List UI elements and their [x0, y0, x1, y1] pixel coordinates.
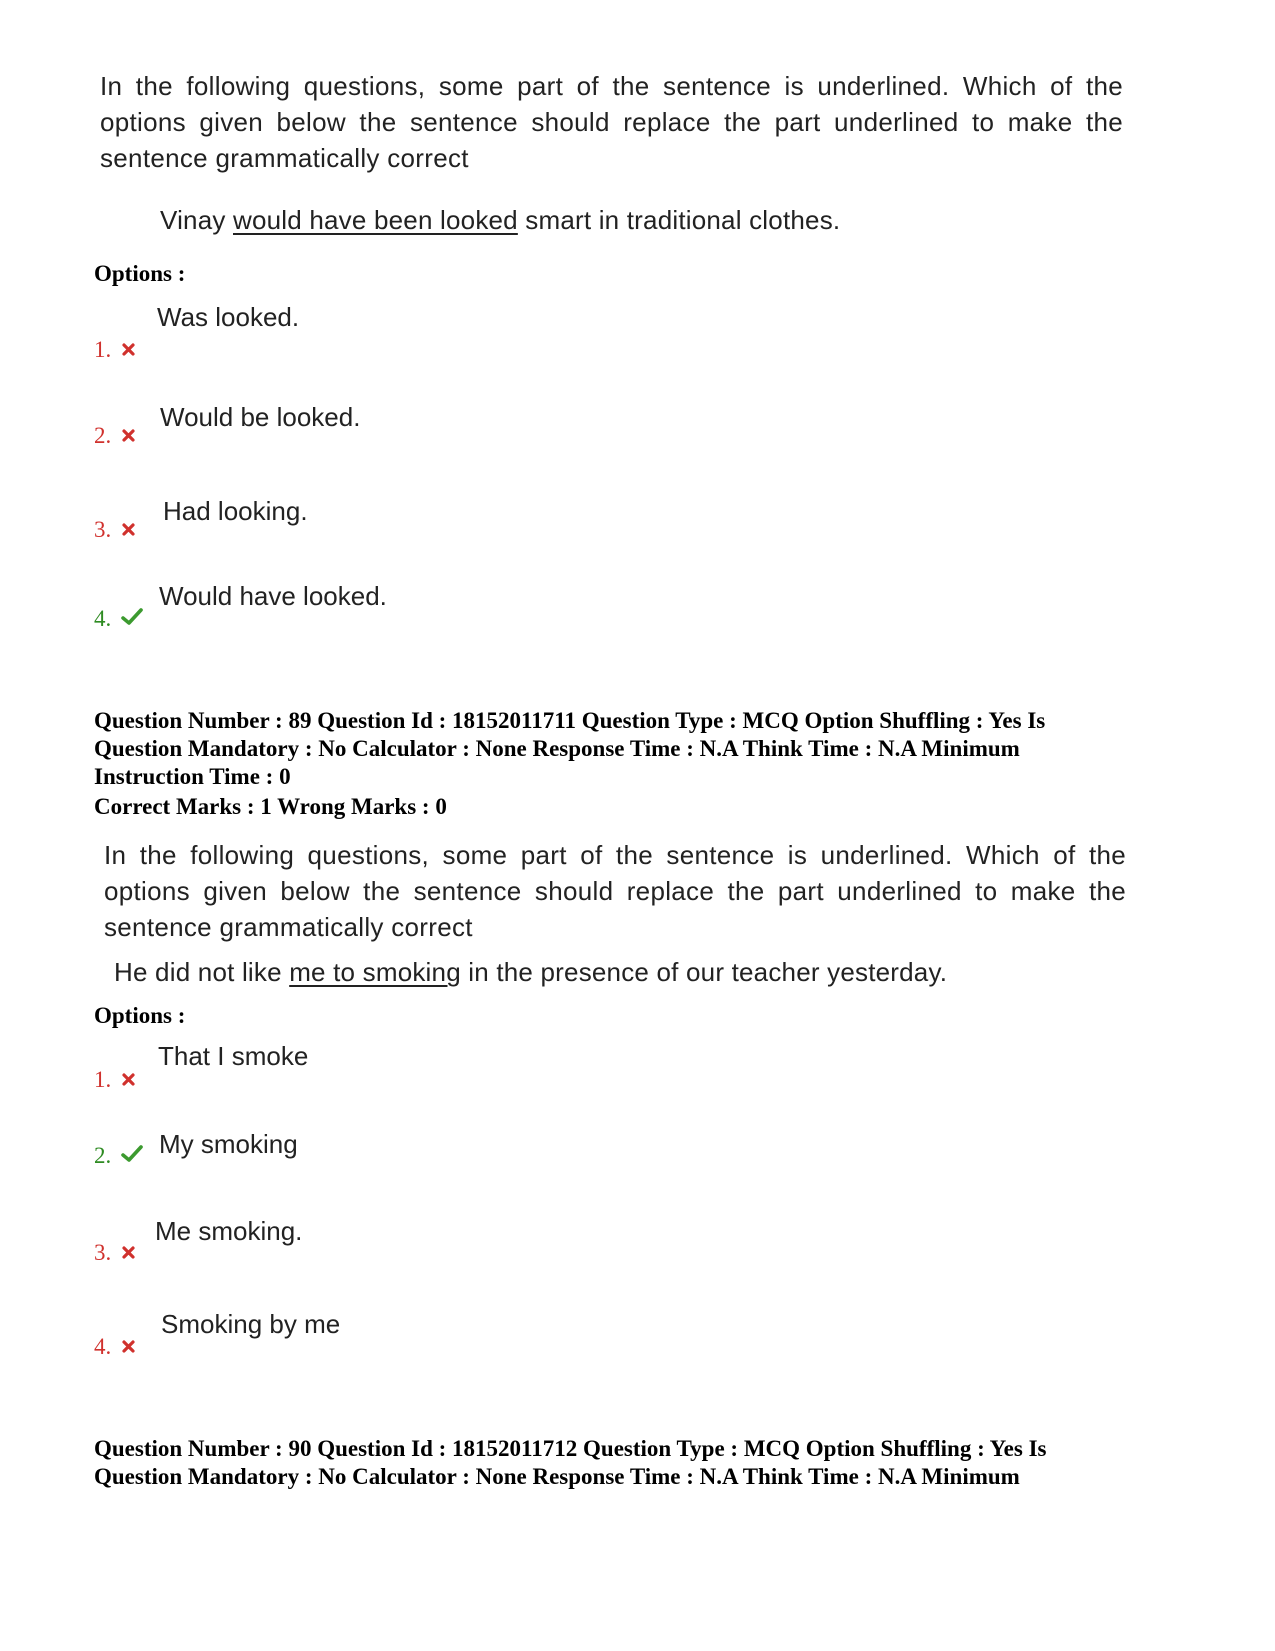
option-text: My smoking	[159, 1129, 298, 1159]
option-number: 1.	[94, 337, 136, 363]
option-number: 1.	[94, 1067, 136, 1093]
option-text: Would have looked.	[159, 581, 387, 611]
question-meta: Question Number : 90 Question Id : 18152011712 Question Type : MCQ Option Shuffling : Yes Is Question Mandatory : No Calculator : None Response Time : N.A Think Time : N.A Minimum	[94, 1436, 1047, 1489]
options-label: Options :	[94, 1003, 186, 1028]
option-text: That I smoke	[158, 1041, 309, 1071]
option-number: 3.	[94, 517, 136, 543]
question-sentence	[160, 205, 840, 236]
option-number: 4.	[94, 606, 143, 632]
sentence-after: in the presence of our teacher yesterday.	[460, 957, 948, 987]
cross-icon	[121, 1240, 136, 1266]
option-text: Me smoking.	[155, 1216, 303, 1246]
sentence-before: Vinay	[160, 205, 233, 235]
sentence-after: smart in traditional clothes.	[517, 205, 841, 235]
option-number: 2.	[94, 423, 136, 449]
option-text: Smoking by me	[161, 1309, 341, 1339]
cross-icon	[121, 1067, 136, 1093]
option-text: Would be looked.	[160, 402, 361, 432]
check-icon	[121, 606, 143, 632]
option-number: 3.	[94, 1240, 136, 1266]
option-number: 4.	[94, 1334, 136, 1360]
cross-icon	[121, 337, 136, 363]
question-instruction: In the following questions, some part of the sentence is underlined. Which of the options given below the sentence should replace the part underlined to make the sentence grammatically correct	[104, 840, 1126, 942]
option-number: 2.	[94, 1143, 143, 1169]
cross-icon	[121, 1334, 136, 1360]
question-meta: Question Number : 89 Question Id : 18152011711 Question Type : MCQ Option Shuffling : Yes Is Question Mandatory : No Calculator : None Response Time : N.A Think Time : N.A Minimum Instruction Time : 0	[94, 708, 1046, 789]
cross-icon	[121, 517, 136, 543]
check-icon	[121, 1143, 143, 1169]
question-marks: Correct Marks : 1 Wrong Marks : 0	[94, 794, 447, 819]
sentence-underlined: me to smoking	[289, 957, 461, 987]
sentence-underlined: would have been looked	[233, 205, 518, 235]
question-sentence	[114, 957, 947, 988]
cross-icon	[121, 423, 136, 449]
option-text: Had looking.	[163, 496, 308, 526]
option-text: Was looked.	[157, 302, 300, 332]
options-label: Options :	[94, 261, 186, 286]
sentence-before: He did not like	[114, 957, 290, 987]
question-instruction: In the following questions, some part of the sentence is underlined. Which of the options given below the sentence should replace the part underlined to make the sentence grammatically correct	[100, 71, 1123, 173]
